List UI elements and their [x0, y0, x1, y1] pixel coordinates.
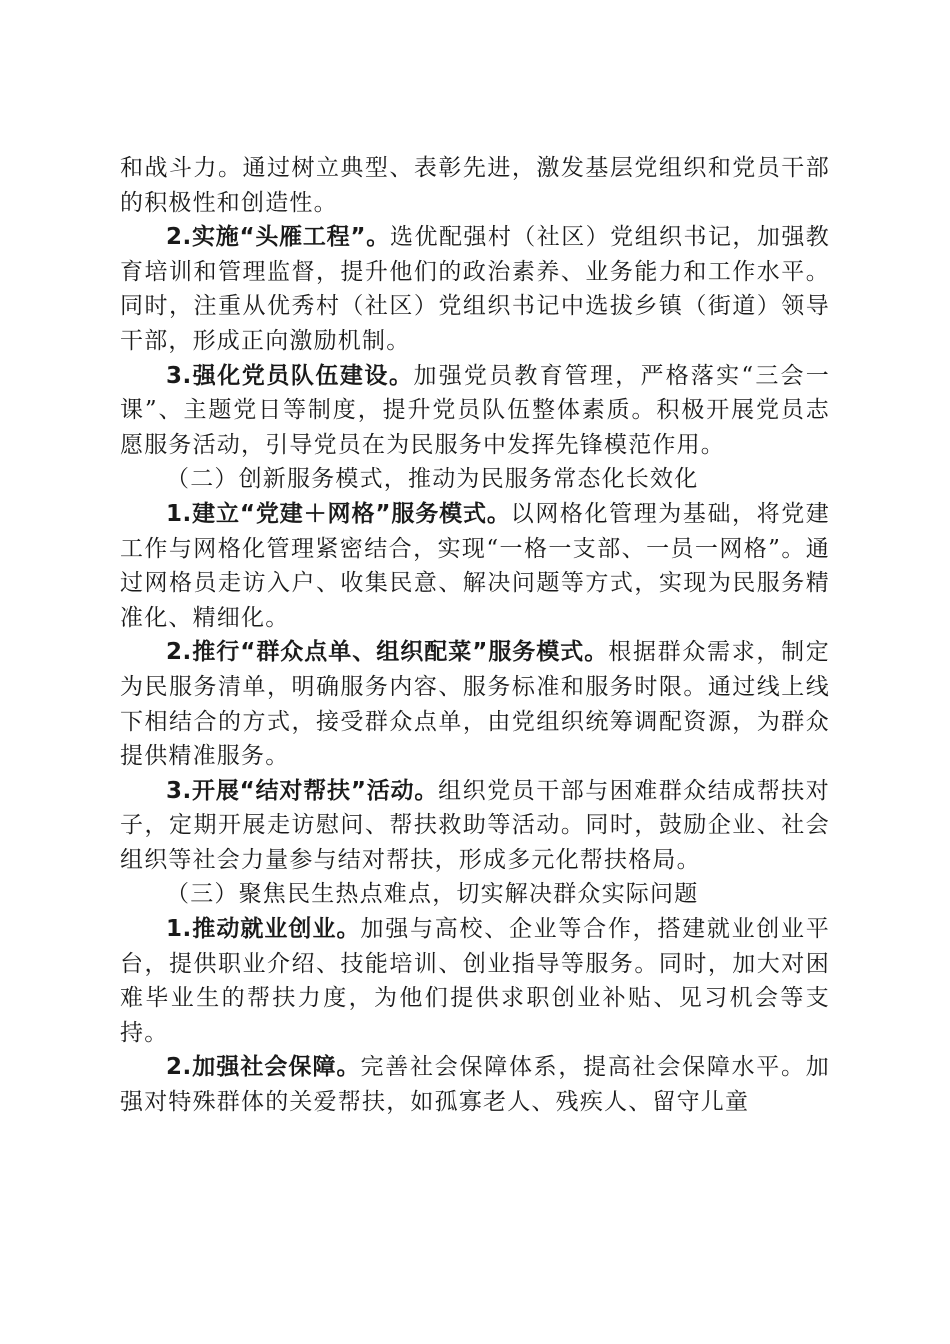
paragraph-bold-lead: 2.推行“群众点单、组织配菜”服务模式。: [166, 639, 609, 666]
paragraph-item-2-order-model: [120, 635, 830, 773]
paragraph-bold-lead: 2.加强社会保障。: [166, 1054, 361, 1081]
paragraph-item-3-pair-assistance: [120, 774, 830, 878]
section-heading-2: （二）创新服务模式，推动为民服务常态化长效化: [166, 466, 699, 493]
paragraph-bold-lead: 3.开展“结对帮扶”活动。: [166, 777, 439, 804]
paragraph-item-1-employment: [120, 912, 830, 1050]
paragraph-text: 和战斗力。通过树立典型、表彰先进，激发基层党组织和党员干部的积极性和创造性。: [120, 155, 830, 216]
paragraph-item-2-head-goose: [120, 220, 830, 358]
paragraph-bold-lead: 2.实施“头雁工程”。: [166, 224, 391, 251]
paragraph-text: 选优配强村（社区）党组织书记，加强教育培训和管理监督，提升他们的政治素养、业务能力和工作水平。同时，注重从优秀村（社区）党组织书记中选拔乡镇（街道）领导干部，形成正向激励机制。: [120, 224, 830, 354]
paragraph-item-2-social-security: [120, 1050, 830, 1119]
paragraph-text: 完善社会保障体系，提高社会保障水平。加强对特殊群体的关爱帮扶，如孤寡老人、残疾人、留守儿童: [120, 1054, 830, 1116]
paragraph-bold-lead: 1.建立“党建＋网格”服务模式。: [166, 500, 511, 527]
paragraph-continuation: [120, 151, 830, 220]
paragraph-bold-lead: 3.强化党员队伍建设。: [166, 362, 414, 389]
section-heading-3: （三）聚焦民生热点难点，切实解决群众实际问题: [166, 881, 699, 908]
paragraph-text: 加强与高校、企业等合作，搭建就业创业平台，提供职业介绍、技能培训、创业指导等服务。同时，加大对困难毕业生的帮扶力度，为他们提供求职创业补贴、见习机会等支持。: [120, 916, 830, 1046]
paragraph-item-3-party-team: [120, 359, 830, 463]
paragraph-text: 组织党员干部与困难群众结成帮扶对子，定期开展走访慰问、帮扶救助等活动。同时，鼓励企业、社会组织等社会力量参与结对帮扶，形成多元化帮扶格局。: [120, 777, 830, 873]
paragraph-text: 加强党员教育管理，严格落实“三会一课”、主题党日等制度，提升党员队伍整体素质。积极开展党员志愿服务活动，引导党员在为民服务中发挥先锋模范作用。: [120, 362, 830, 458]
paragraph-bold-lead: 1.推动就业创业。: [166, 916, 361, 943]
paragraph-text: 根据群众需求，制定为民服务清单，明确服务内容、服务标准和服务时限。通过线上线下相结合的方式，接受群众点单，由党组织统筹调配资源，为群众提供精准服务。: [120, 639, 830, 770]
document-body: [120, 151, 830, 1120]
paragraph-text: 以网格化管理为基础，将党建工作与网格化管理紧密结合，实现“一格一支部、一员一网格”。通过网格员走访入户、收集民意、解决问题等方式，实现为民服务精准化、精细化。: [120, 500, 830, 631]
paragraph-item-1-grid-model: [120, 497, 830, 635]
